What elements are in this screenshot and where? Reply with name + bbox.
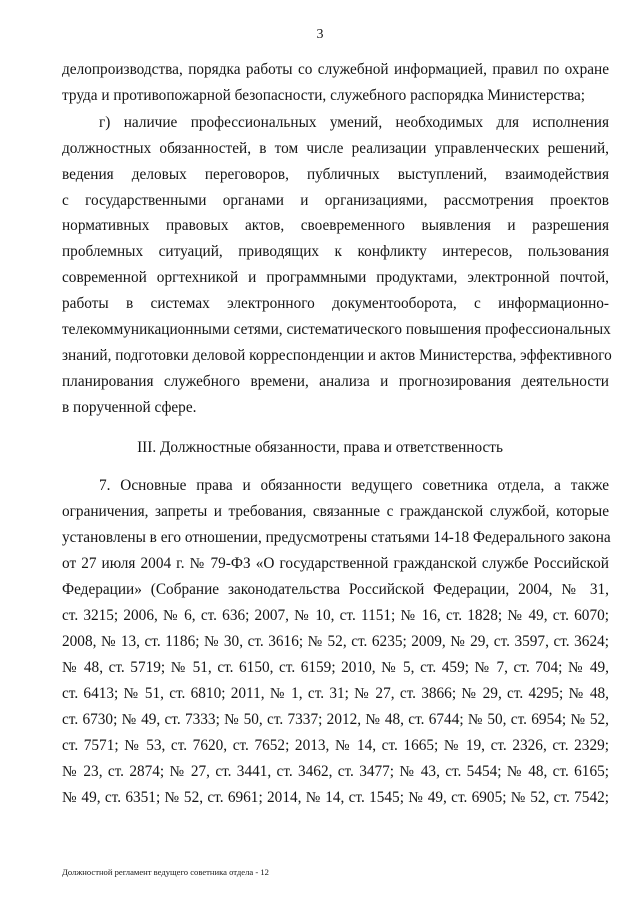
paragraph-line: делопроизводства, порядка работы со служебной информацией, правил по охране bbox=[62, 61, 609, 78]
paragraph-line: № 48, ст. 5719; № 51, ст. 6150, ст. 6159; 2010, № 5, ст. 459; № 7, ст. 704; № 49, bbox=[62, 659, 609, 676]
paragraph-line: ведения деловых переговоров, публичных выступлений, взаимодействия bbox=[62, 166, 609, 183]
paragraph-line: № 23, ст. 2874; № 27, ст. 3441, ст. 3462, ст. 3477; № 43, ст. 5454; № 48, ст. 6165; bbox=[62, 763, 609, 780]
paragraph-line: в порученной сфере. bbox=[62, 399, 197, 416]
paragraph-line: телекоммуникационными сетями, систематического повышения профессиональных bbox=[62, 321, 611, 338]
paragraph-line: планирования служебного времени, анализа и прогнозирования деятельности bbox=[62, 373, 609, 390]
page-number: 3 bbox=[316, 27, 324, 42]
paragraph-line: должностных обязанностей, в том числе реализации управленческих решений, bbox=[62, 140, 609, 157]
paragraph-line: ст. 6730; № 49, ст. 7333; № 50, ст. 7337; 2012, № 48, ст. 6744; № 50, ст. 6954; № 52, bbox=[62, 711, 609, 728]
paragraph-line: с государственными органами и организациями, рассмотрения проектов bbox=[62, 192, 609, 209]
section-heading: III. Должностные обязанности, права и ответственность bbox=[137, 439, 503, 456]
paragraph-line: работы в системах электронного документооборота, с информационно- bbox=[62, 295, 609, 312]
paragraph-line: 2008, № 13, ст. 1186; № 30, ст. 3616; № 52, ст. 6235; 2009, № 29, ст. 3597, ст. 3624; bbox=[62, 633, 609, 650]
paragraph-line: современной оргтехникой и программными продуктами, электронной почтой, bbox=[62, 269, 609, 286]
paragraph-line: от 27 июля 2004 г. № 79-ФЗ «О государственной гражданской службе Российской bbox=[62, 555, 609, 572]
paragraph-line: 7. Основные права и обязанности ведущего советника отдела, а также bbox=[99, 477, 609, 494]
paragraph-line: знаний, подготовки деловой корреспонденции и актов Министерства, эффективного bbox=[62, 347, 612, 364]
paragraph-line: установлены в его отношении, предусмотрены статьями 14-18 Федерального закона bbox=[62, 529, 611, 546]
paragraph-line: ст. 6413; № 51, ст. 6810; 2011, № 1, ст. 31; № 27, ст. 3866; № 29, ст. 4295; № 48, bbox=[62, 685, 609, 702]
paragraph-line: нормативных правовых актов, своевременного выявления и разрешения bbox=[62, 217, 609, 234]
paragraph-line: г) наличие профессиональных умений, необходимых для исполнения bbox=[99, 114, 609, 131]
paragraph-line: труда и противопожарной безопасности, служебного распорядка Министерства; bbox=[62, 87, 586, 104]
paragraph-line: ст. 7571; № 53, ст. 7620, ст. 7652; 2013, № 14, ст. 1665; № 19, ст. 2326, ст. 2329; bbox=[62, 737, 609, 754]
page-footer: Должностной регламент ведущего советника отдела - 12 bbox=[62, 867, 269, 877]
paragraph-line: № 49, ст. 6351; № 52, ст. 6961; 2014, № 14, ст. 1545; № 49, ст. 6905; № 52, ст. 7542; bbox=[62, 789, 609, 806]
paragraph-line: ст. 3215; 2006, № 6, ст. 636; 2007, № 10, ст. 1151; № 16, ст. 1828; № 49, ст. 6070; bbox=[62, 607, 609, 624]
paragraph-line: Федерации» (Собрание законодательства Российской Федерации, 2004, № 31, bbox=[62, 581, 609, 598]
paragraph-line: ограничения, запреты и требования, связанные с гражданской службой, которые bbox=[62, 503, 609, 520]
paragraph-line: проблемных ситуаций, приводящих к конфликту интересов, пользования bbox=[62, 243, 609, 260]
